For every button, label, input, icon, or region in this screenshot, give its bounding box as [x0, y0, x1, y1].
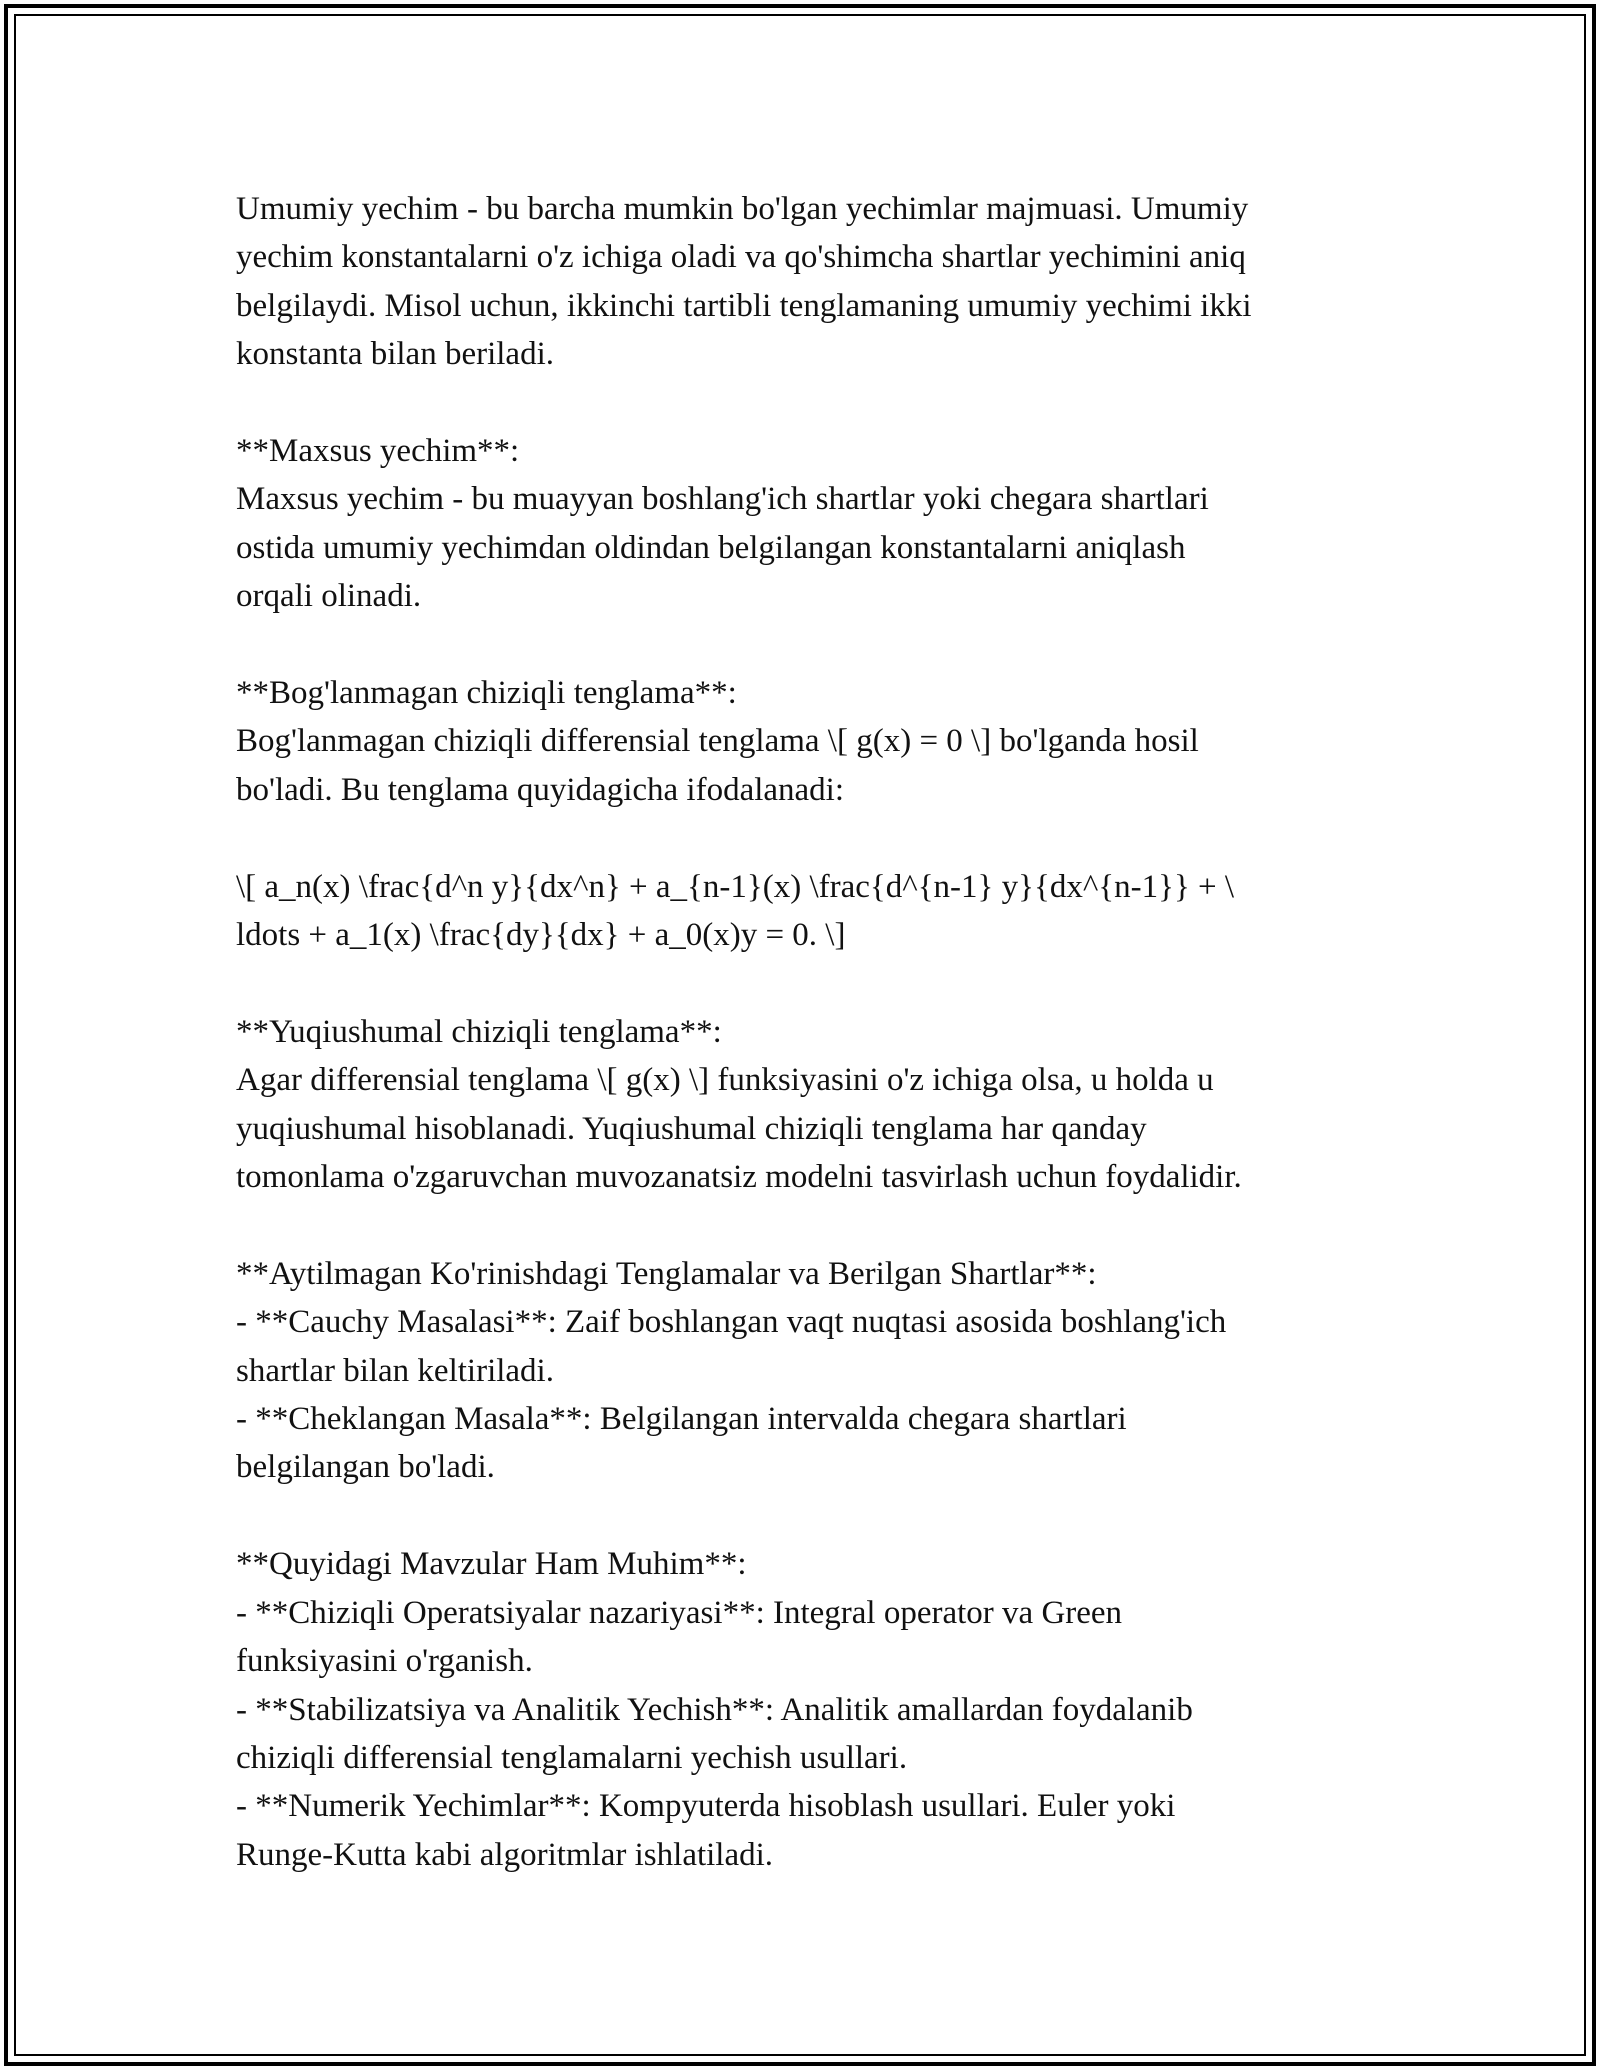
text-line: Umumiy yechim - bu barcha mumkin bo'lgan yechimlar majmuasi. Umumiy — [236, 191, 1249, 227]
text-line: Agar differensial tenglama \[ g(x) \] funksiyasini o'z ichiga olsa, u holda u — [236, 1062, 1214, 1099]
list-item-line: funksiyasini o'rganish. — [236, 1643, 533, 1680]
formula-line: ldots + a_1(x) \frac{dy}{dx} + a_0(x)y = 0. \] — [236, 917, 846, 954]
paragraph-gap — [236, 379, 1386, 427]
text-line: tomonlama o'zgaruvchan muvozanatsiz modelni tasvirlash uchun foydalidir. — [236, 1159, 1242, 1196]
text-line: Bog'lanmagan chiziqli differensial tenglama \[ g(x) = 0 \] bo'lganda hosil — [236, 723, 1199, 760]
text-line: yuqiushumal hisoblanadi. Yuqiushumal chiziqli tenglama har qanday — [236, 1110, 1147, 1147]
text-line: Maxsus yechim - bu muayyan boshlang'ich shartlar yoki chegara shartlari — [236, 481, 1209, 518]
list-item-line: shartlar bilan keltiriladi. — [236, 1352, 554, 1389]
list-item-line: - **Numerik Yechimlar**: Kompyuterda hisoblash usullari. Euler yoki — [236, 1788, 1176, 1825]
paragraph-gap — [236, 1201, 1386, 1249]
section-boglanmagan — [236, 669, 1386, 814]
paragraph-gap — [236, 959, 1386, 1007]
text-line: orqali olinadi. — [236, 578, 422, 615]
list-item-line: - **Stabilizatsiya va Analitik Yechish**: Analitik amallardan foydalanib — [236, 1691, 1193, 1728]
section-heading: **Quyidagi Mavzular Ham Muhim**: — [236, 1546, 747, 1583]
paragraph-gap — [236, 814, 1386, 862]
section-heading: **Bog'lanmagan chiziqli tenglama**: — [236, 675, 737, 712]
list-item-line: - **Chiziqli Operatsiyalar nazariyasi**: Integral operator va Green — [236, 1594, 1123, 1631]
section-heading: **Aytilmagan Ko'rinishdagi Tenglamalar va Berilgan Shartlar**: — [236, 1255, 1097, 1292]
section-heading: **Maxsus yechim**: — [236, 433, 520, 470]
text-line: yechim konstantalarni o'z ichiga oladi va qo'shimcha shartlar yechimini aniq — [236, 239, 1246, 276]
formula-line: \[ a_n(x) \frac{d^n y}{dx^n} + a_{n-1}(x) \frac{d^{n-1} y}{dx^{n-1}} + \ — [236, 868, 1235, 905]
list-item-line: - **Cheklangan Masala**: Belgilangan intervalda chegara shartlari — [236, 1401, 1127, 1438]
paragraph-gap — [236, 1492, 1386, 1540]
list-item-line: - **Cauchy Masalasi**: Zaif boshlangan vaqt nuqtasi asosida boshlang'ich — [236, 1304, 1227, 1341]
text-line: ostida umumiy yechimdan oldindan belgilangan konstantalarni aniqlash — [236, 529, 1186, 566]
list-item-line: Runge-Kutta kabi algoritmlar ishlatiladi. — [236, 1836, 774, 1873]
list-item-line: chiziqli differensial tenglamalarni yechish usullari. — [236, 1739, 908, 1776]
section-aytilmagan — [236, 1250, 1386, 1492]
text-line: belgilaydi. Misol uchun, ikkinchi tartibli tenglamaning umumiy yechimi ikki — [236, 287, 1252, 324]
section-quyidagi-mavzular — [236, 1540, 1386, 1879]
text-line: konstanta bilan beriladi. — [236, 336, 554, 373]
intro-paragraph — [236, 185, 1386, 379]
text-line: bo'ladi. Bu tenglama quyidagicha ifodalanadi: — [236, 771, 845, 808]
formula-block — [236, 863, 1386, 960]
list-item-line: belgilangan bo'ladi. — [236, 1449, 495, 1486]
section-heading: **Yuqiushumal chiziqli tenglama**: — [236, 1013, 722, 1050]
paragraph-gap — [236, 621, 1386, 669]
document-body — [236, 185, 1386, 1879]
section-maxsus-yechim — [236, 427, 1386, 621]
section-yuqiushumal — [236, 1008, 1386, 1202]
